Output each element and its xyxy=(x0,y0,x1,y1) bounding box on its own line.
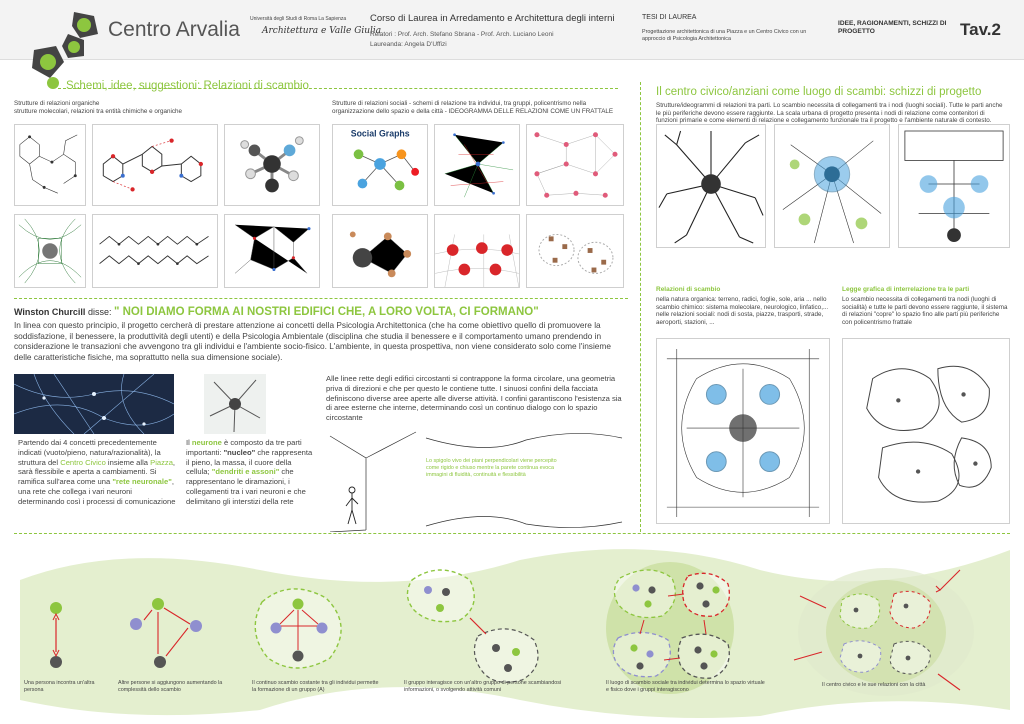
red-spheres-grid-image xyxy=(434,214,520,288)
caption-step-5: Il luogo di scambio sociale tra individui determina lo spazio virtuale e fisico dove i gruppi interagiscono xyxy=(606,680,765,693)
tesi-label: TESI DI LAUREA xyxy=(642,14,697,21)
divider-vertical xyxy=(640,82,641,532)
neuron-network-image xyxy=(14,374,174,434)
perspective-caption: Lo spigolo vivo dei piani perpendicolari viene percepito come rigido e chiuso mentre la parete continua evoca immagini di fluidità, continuità e flessibilità xyxy=(426,458,557,478)
site-sketch-image xyxy=(898,124,1010,248)
diagram-step-3 xyxy=(255,589,341,668)
quote-verb: disse: xyxy=(87,307,112,317)
divider-bottom xyxy=(14,533,1010,534)
divider-mid-left xyxy=(14,298,628,299)
quote-line xyxy=(14,306,539,318)
plan-sketch-image xyxy=(774,124,890,248)
right-section-description: Strutture/ideogrammi di relazioni tra parti. Lo scambio necessita di collegamenti tra i nodi (luoghi sociali). Tutte le parti anche le più periferiche devono essere raggiunte. La scala urbana di progetto presenta i nodi di relazione come contenitori di funzioni primarie e come elementi di relazione e collegamento funzionale tra il progetto e l'ambiente naturale di contesto. xyxy=(656,102,1003,125)
col2-text: Il neurone è composto da tre parti importanti: "nucleo" che rappresenta il pieno, la massa, il cuore della cellula; "dendriti e assoni" che rappresentano le diramazioni, i collegamenti tra i vari neuroni e che delimitano gli interstizi della rete xyxy=(186,438,313,506)
rel-text: nella natura organica: terreno, radici, foglie, sole, aria ... nello scambio chimico: sistema molecolare, neurologico, linfatico,... nelle relazioni sociali: nodi di sosta, piazze, trasporti, strade, aeroporti, stazioni, ... xyxy=(656,296,829,326)
policentric-network-image xyxy=(526,124,624,206)
molecule-long-chain-image xyxy=(92,214,218,288)
university-name: Università degli Studi di Roma La Sapienza xyxy=(250,16,347,22)
diagram-step-5 xyxy=(606,562,734,694)
idee-label: IDEE, RAGIONAMENTI, SCHIZZI DI PROGETTO xyxy=(838,20,947,35)
people-network-image xyxy=(332,214,428,288)
caption-step-3: Il continuo scambio costante tra gli individui permette la formazione di un gruppo (A) xyxy=(252,680,379,693)
laureanda: Laureanda: Angela D'Uffizi xyxy=(370,41,447,48)
caption-step-1: Una persona incontra un'altra persona xyxy=(24,680,95,693)
logo-icon xyxy=(28,6,104,86)
root-sketch-image xyxy=(656,124,766,248)
network-cluster-image xyxy=(434,124,520,206)
molecule-chain-image xyxy=(92,124,218,206)
relatori: Relatori : Prof. Arch. Stefano Sbrana - Prof. Arch. Luciano Leoni xyxy=(370,31,554,38)
rel-title: Relazioni di scambio xyxy=(656,286,721,293)
molecule-3d-image xyxy=(224,124,320,206)
quote-author: Winston Churcill xyxy=(14,307,86,317)
chemical-network-image xyxy=(224,214,320,288)
quote-text: " NOI DIAMO FORMA AI NOSTRI EDIFICI CHE, A LORO VOLTA, CI FORMANO" xyxy=(113,306,539,318)
caption-step-2: Altre persone si aggiungono aumentando la complessità dello scambio xyxy=(118,680,223,693)
neuron-image xyxy=(204,374,266,434)
organic-web-image xyxy=(14,214,86,288)
legge-title: Legge grafica di interrelazione tra le parti xyxy=(842,286,970,293)
left-section-title: Schemi, idee, suggestioni: Relazioni di scambio xyxy=(66,80,309,92)
quote-paragraph: In linea con questo principio, il progetto cercherà di prestare attenzione ai concetti della Psicologia Architettonica (che ha come obiettivo quello di promuovere la soddisfazione, il benessere, la produttività degli utenti) e della Psicologia Ambientale (disciplina che studia il benessere e il comportamento umano prendendo in considerazione le transazioni che avvengono tra gli individui e l'ambiente socio-fisico. L'ambiente, in questa prospettiva, non viene considerato solo come l'insieme delle caratteristiche fisiche, ma soprattutto nella sua dimensione sociale). xyxy=(14,320,611,362)
masterplan-sketch-image xyxy=(656,338,830,524)
faculty-signature: Architettura e Valle Giulia xyxy=(262,26,382,36)
caption-step-4: Il gruppo interagisce con un'altro gruppo di persone scambiandosi informazioni, o svolgendo attività comuni xyxy=(404,680,562,693)
perspective-sketch xyxy=(326,428,626,532)
organic-caption-1: Strutture di relazioni organiche xyxy=(14,100,100,107)
course-title: Corso di Laurea in Arredamento e Architettura degli interni xyxy=(370,13,615,24)
project-title: Centro Arvalia xyxy=(108,18,240,41)
molecule-sketch-image xyxy=(14,124,86,206)
interrelation-sketch-image xyxy=(842,338,1010,524)
right-section-title: Il centro civico/anziani come luogo di scambi: schizzi di progetto xyxy=(656,86,982,98)
tav-number: Tav.2 xyxy=(960,20,1001,39)
social-graph-label: Social Graphs xyxy=(350,128,410,139)
relations-diagram xyxy=(0,540,1024,724)
col3-text: Alle linee rette degli edifici circostanti si contrappone la forma circolare, una geometria priva di direzioni e che per questo le contiene tutte. I sinuosi confini della facciata definiscono diverse aree aperte alle diverse attività. I confini garantiscono l'esistenza sia di aree esterne che interne, determinando così un continuo dialogo con lo spazio circostante xyxy=(326,374,622,423)
tesi-description: Progettazione architettonica di una Piazza e un Centro Civico con un approccio di Psicologia Architettonica xyxy=(642,29,807,42)
social-graph-image xyxy=(332,124,428,206)
caption-step-6: Il centro civico e le sue relazioni con la città xyxy=(822,682,926,688)
organic-caption-2: strutture molecolari, relazioni tra entità chimiche e organiche xyxy=(14,108,182,115)
bullet-icon xyxy=(46,76,60,90)
social-caption: Strutture di relazioni sociali - schemi di relazione tra individui, tra gruppi, policentrismo nella organizzazione dello spazio e della città - IDEOGRAMMA DELLE RELAZIONI COME UN FRATTALE xyxy=(332,100,614,115)
legge-text: Lo scambio necessita di collegamenti tra nodi (luoghi di socialità) e tutte le parti devono essere raggiunte, il sistema di relazioni "copre" lo spazio fino alle parti più periferiche con policentrismo frattale xyxy=(842,296,1008,326)
col1-text: Partendo dai 4 concetti precedentemente indicati (vuoto/pieno, natura/razionalità), la struttura del Centro Civico insieme alla Piazza, sarà flessibile e aperta a cambiamenti. Si ramifica sull'area come una "rete neuronale", una rete che collega i vari neuroni determinando così i processi di comunicazione xyxy=(18,438,176,506)
people-ring-image xyxy=(526,214,624,288)
